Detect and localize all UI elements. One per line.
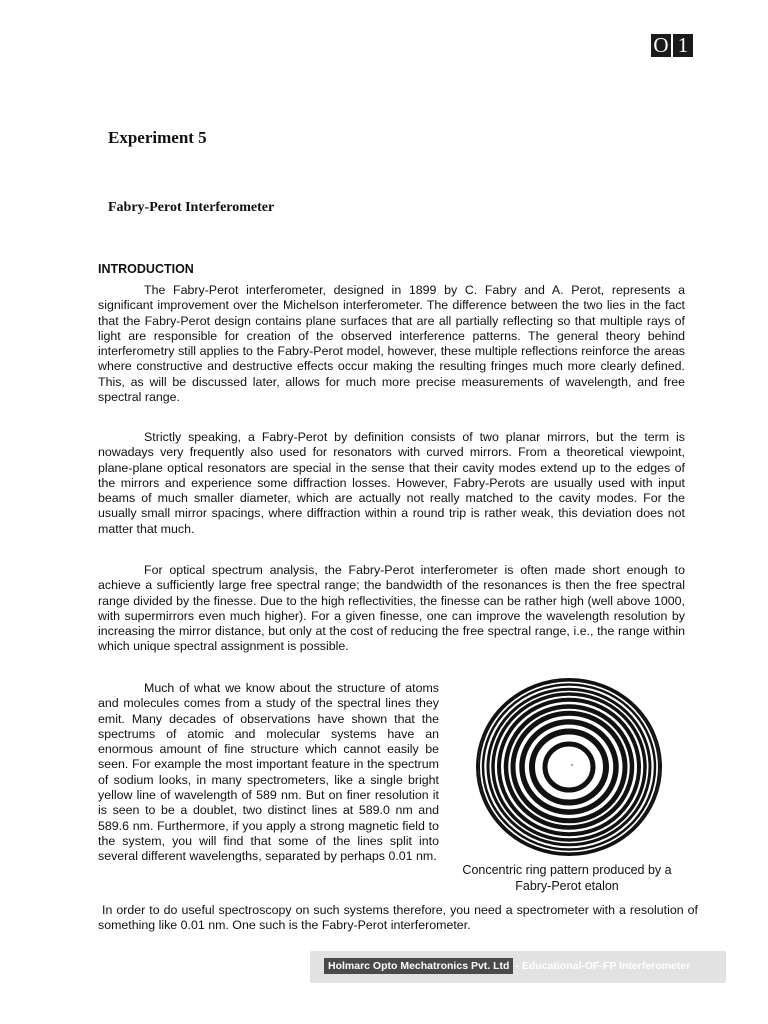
paragraph xyxy=(98,283,685,405)
footer-company: Holmarc Opto Mechatronics Pvt. Ltd xyxy=(324,958,513,974)
figure-caption: Concentric ring pattern produced by a Fabry-Perot etalon xyxy=(462,863,672,893)
paragraph-text: Strictly speaking, a Fabry-Perot by definition consists of two planar mirrors, but the term is nowadays very frequently also used for resonators with curved mirrors. From a theoretical viewpoint, plane-plane optical resonators are special in the sense that their cavity modes extend up to the edges of the mirrors and experience some diffraction losses. However, Fabry-Perots are usually used with input beams of much smaller diameter, which are actually not really matched to the cavity modes. For the usually small mirror spacings, where diffraction within a round trip is rather weak, this deviation does not matter that much. xyxy=(98,430,685,536)
paragraph-text: The Fabry-Perot interferometer, designed in 1899 by C. Fabry and A. Perot, represents a significant improvement over the Michelson interferometer. The difference between the two lies in the fact that the Fabry-Perot design contains plane surfaces that are all partially reflecting so that multiple rays of light are responsible for creation of the observed interference patterns. The general theory behind interferometry still applies to the Fabry-Perot model, however, these multiple reflections reinforce the areas where constructive and destructive effects occur making the resulting fringes much more clearly defined. This, as will be discussed later, allows for much more precise measurements of wavelength, and free spectral range. xyxy=(98,283,685,405)
paragraph-text: In order to do useful spectroscopy on such systems therefore, you need a spectrometer with a resolution of something like 0.01 nm. One such is the Fabry-Perot interferometer. xyxy=(98,903,698,933)
page-number-badge xyxy=(651,34,693,57)
footer xyxy=(324,958,690,974)
paragraph-text: Much of what we know about the structure of atoms and molecules comes from a study of the spectral lines they emit. Many decades of observations have shown that the spectrums of atomic and molecular systems have an enormous amount of fine structure which cannot easily be seen. For example the most important feature in the spectrum of sodium looks, in many spectrometers, like a single bright yellow line of wavelength of 589 nm. But on finer resolution it is seen to be a doublet, two distinct lines at 589.0 nm and 589.6 nm. Furthermore, if you apply a strong magnetic field to the system, you will find that some of the lines split into several different wavelengths, separated by perhaps 0.01 nm. xyxy=(98,681,439,864)
paragraph xyxy=(98,681,439,865)
fabry-perot-ring-figure xyxy=(470,677,670,857)
page-number-digit: O xyxy=(651,34,671,57)
paragraph-text: For optical spectrum analysis, the Fabry-Perot interferometer is often made short enough to achieve a sufficiently large free spectral range; the bandwidth of the resonances is then the free spectral range divided by the finesse. Due to the high reflectivities, the finesse can be rather high (well above 1000, with supermirrors even much higher). For a given finesse, one can improve the wavelength resolution by increasing the mirror distance, but only at the cost of reducing the free spectral range, i.e., the range within which unique spectral assignment is possible. xyxy=(98,563,685,654)
section-heading: INTRODUCTION xyxy=(98,262,194,276)
paragraph xyxy=(98,903,698,934)
page-number-digit: 1 xyxy=(673,34,693,57)
concentric-rings-icon xyxy=(474,677,664,857)
experiment-title: Experiment 5 xyxy=(108,128,207,147)
footer-product: - Educational-OF-FP Interferometer xyxy=(515,960,691,972)
paragraph xyxy=(98,563,685,655)
experiment-subtitle: Fabry-Perot Interferometer xyxy=(108,200,275,215)
paragraph xyxy=(98,430,685,537)
